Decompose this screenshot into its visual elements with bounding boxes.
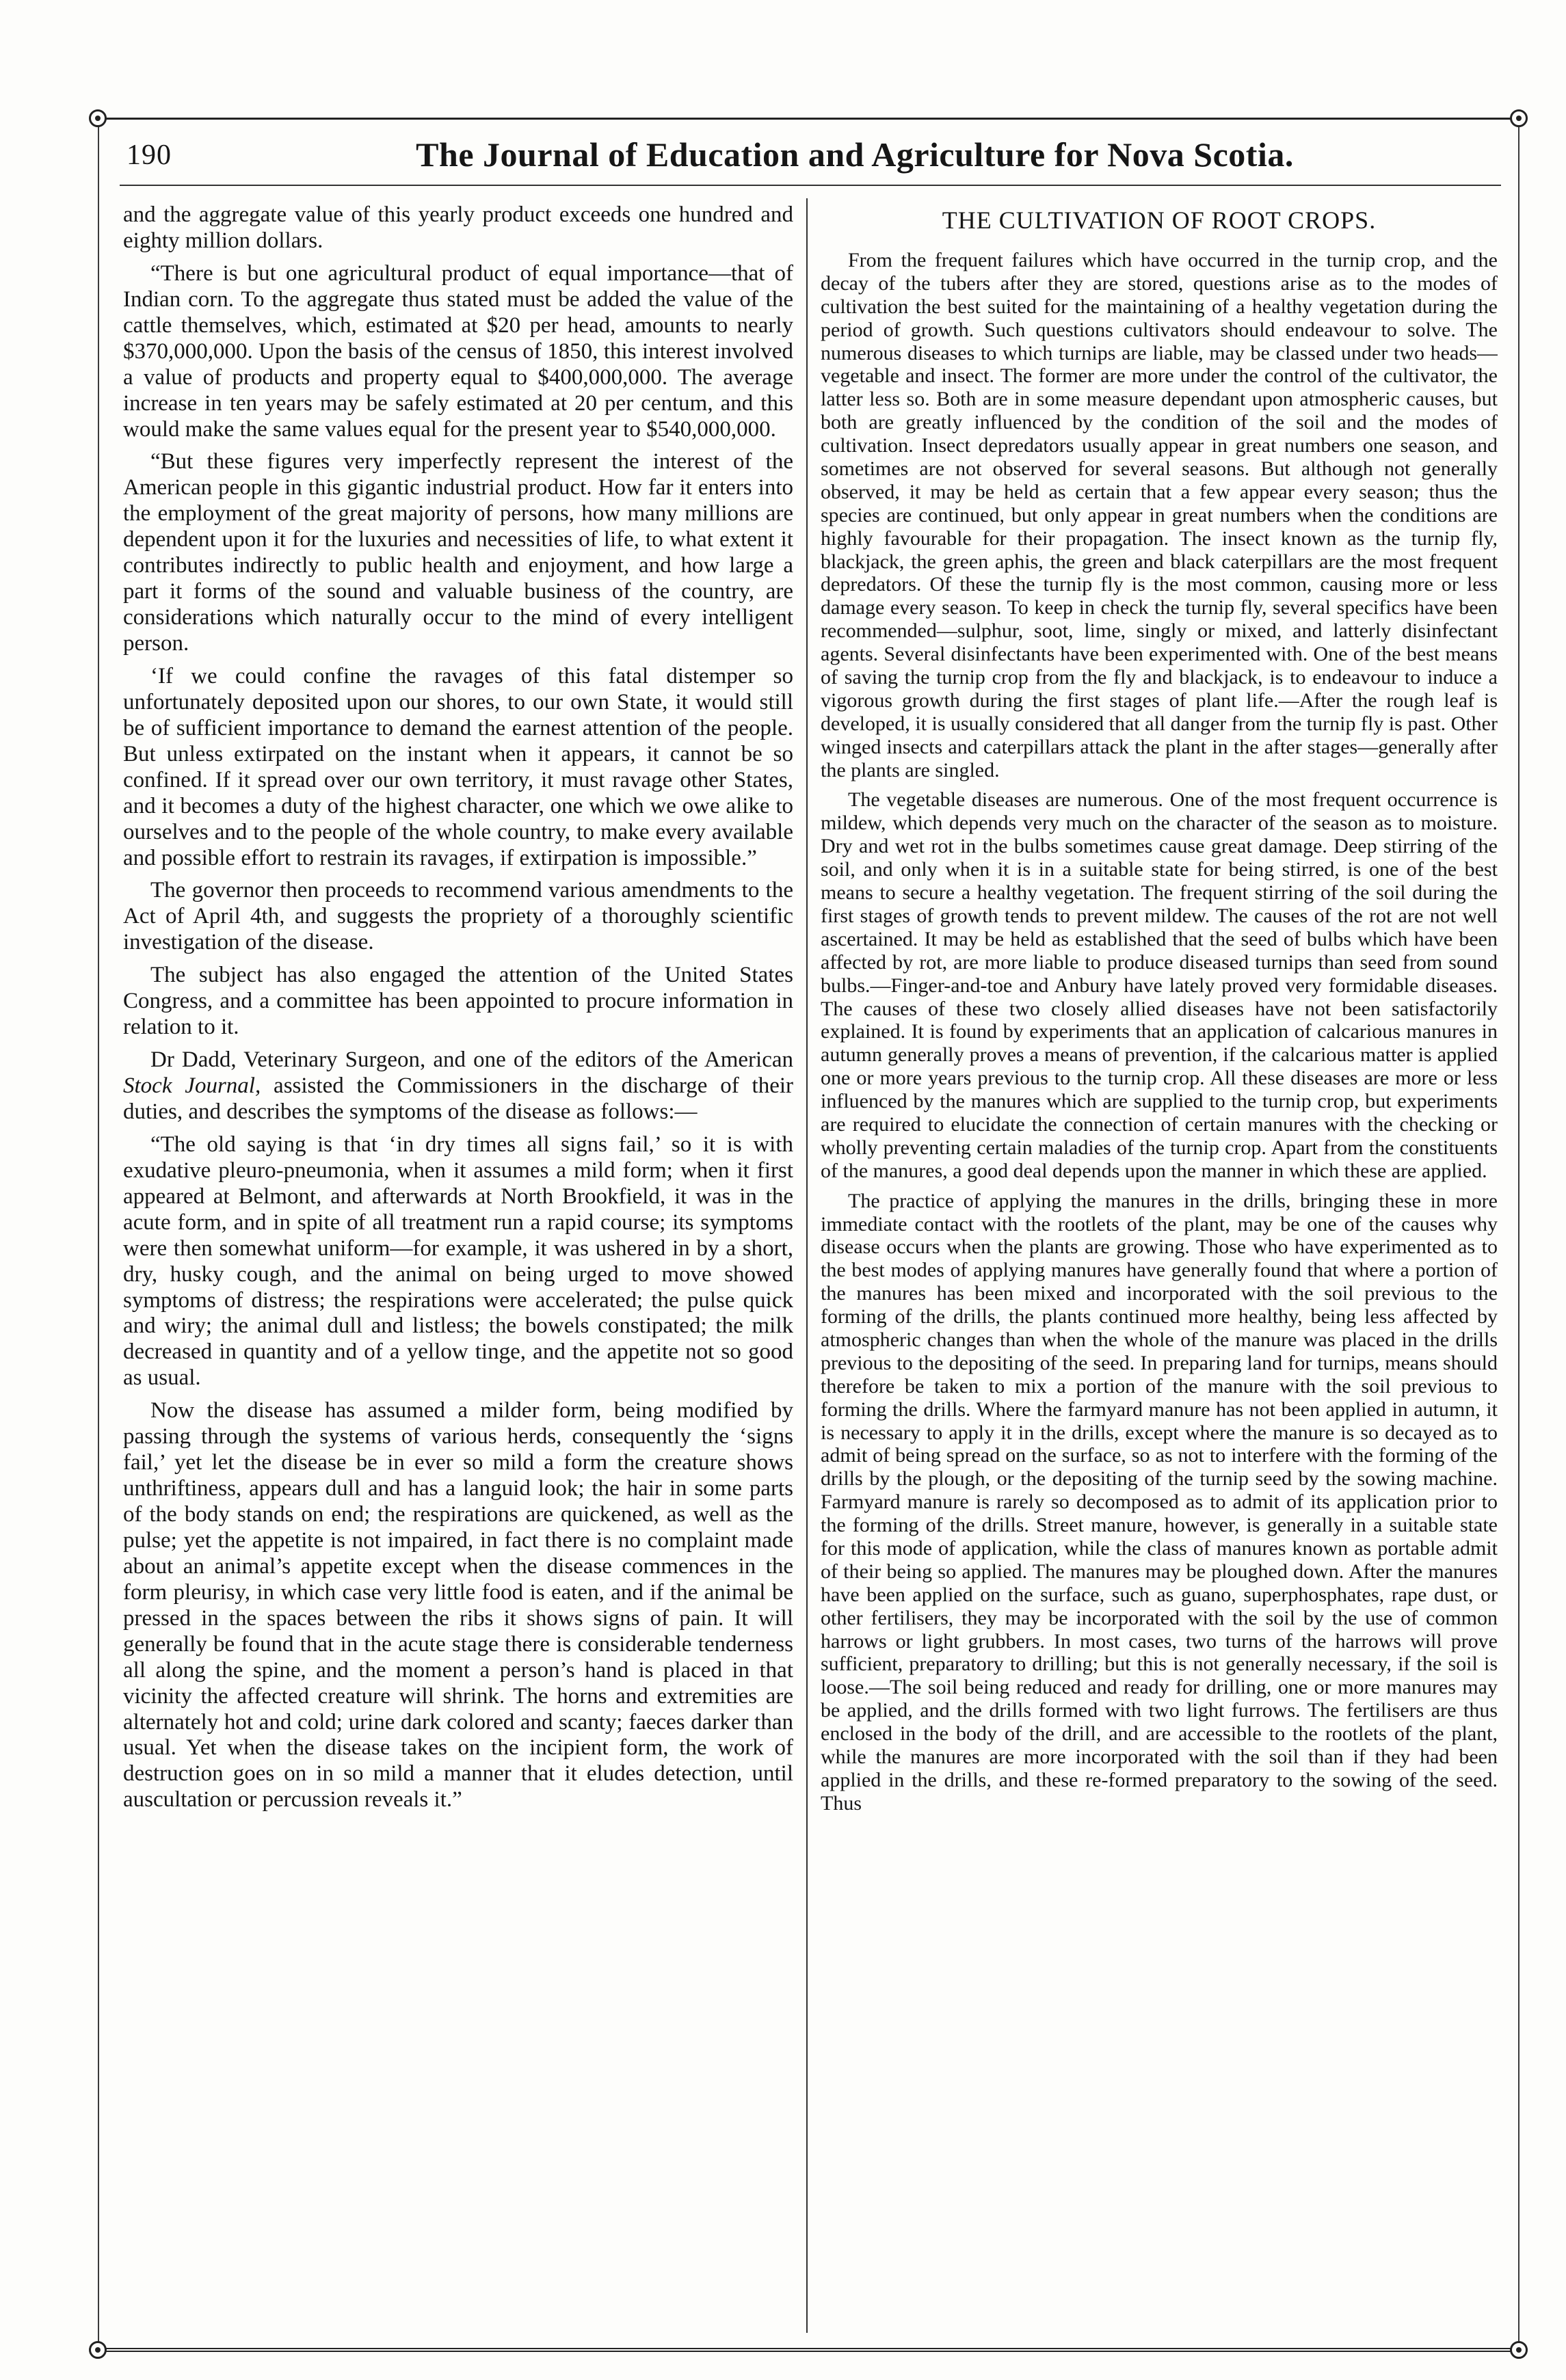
paragraph: and the aggregate value of this yearly product exceeds one hundred and eighty million dollars. xyxy=(123,202,793,253)
column-divider xyxy=(806,198,808,2333)
paragraph: Now the disease has assumed a milder form, being modified by passing through the systems of various herds, consequently the ‘signs fail,’ yet let the disease be in ever so mild a form the creature shows unthriftiness, appears dull and has a languid look; the hair in some parts of the body stands on end; the respirations are quickened, as well as the pulse; yet the appetite is not impaired, in fact there is no complaint made about an animal’s appetite except when the disease commences in the form pleurisy, in which case very little food is eaten, and if the animal be pressed in the spaces between the ribs it shows signs of pain. It will generally be found that in the acute stage there is considerable tenderness all along the spine, and the moment a person’s hand is placed in that vicinity the affected creature will shrink. The horns and extremities are alternately hot and cold; urine dark colored and scanty; faeces darker than usual. Yet when the disease takes on the incipient form, the work of destruction goes on in so mild a manner that it eludes detection, until auscultation or percussion reveals it.” xyxy=(123,1398,793,1813)
paragraph: The governor then proceeds to recommend various amendments to the Act of April 4th, and suggests the propriety of a thoroughly scientific investigation of the disease. xyxy=(123,878,793,955)
paragraph: ‘If we could confine the ravages of this fatal distemper so unfortunately deposited upon our shores, to our own State, it would still be of sufficient importance to demand the earnest attention of the people. But unless extirpated on the instant when it appears, it cannot be so confined. If it spread over our own territory, it must ravage other States, and it becomes a duty of the highest character, one which we owe alike to ourselves and to the people of the whole country, to make every available and possible effort to restrain its ravages, if extirpation is impossible.” xyxy=(123,663,793,870)
journal-name-italic: Stock Journal, xyxy=(123,1073,261,1098)
paragraph: From the frequent failures which have occurred in the turnip crop, and the decay of the tubers after they are stored, questions arise as to the modes of cultivation the best suited for the maintaining of a healthy vegetation during the period of growth. Such questions cultivators should endeavour to solve. The numerous diseases to which turnips are liable, may be classed under two heads—vegetable and insect. The former are more under the control of the cultivator, the latter less so. Both are in some measure dependant upon atmospheric causes, but both are greatly influenced by the condition of the soil and the modes of cultivation. Insect depredators usually appear in great numbers one season, and sometimes are not observed for several seasons. But although not generally observed, it may be held as certain that a few appear every season; thus the species are continued, but only appear in great numbers when the conditions are highly favourable for their propagation. The insect known as the turnip fly, blackjack, the green aphis, the green and black caterpillars are the most frequent depredators. Of these the turnip fly is the most common, causing more or less damage every season. To keep in check the turnip fly, several specifics have been recommended—sulphur, soot, lime, singly or mixed, and latterly disinfectant agents. Several disinfectants have been experimented with. One of the best means of saving the turnip crop from the fly and blackjack, is to endeavour to induce a vigorous growth during the first stages of plant life.—After the rough leaf is developed, it is usually considered that all danger from the turnip fly is past. Other winged insects and caterpillars attack the plant in the after stages—generally after the plants are singled. xyxy=(821,249,1498,781)
paragraph: The practice of applying the manures in the drills, bringing these in more immediate contact with the rootlets of the plant, may be one of the causes why disease occurs when the plants are growing. Those who have experimented as to the best modes of applying manures have generally found that where a portion of the manures has been mixed and incorporated with the soil previous to the forming of the drills, the plants continued more healthy, being less affected by atmospheric changes than when the whole of the manure was placed in the drills previous to the depositing of the seed. In preparing land for turnips, means should therefore be taken to mix a portion of the manure with the soil previous to forming the drills. Where the farmyard manure has not been applied in autumn, it is necessary to apply it in the drills, except where the manure is so decayed as to admit of being spread on the surface, so as not to interfere with the forming of the drills by the plough, or the depositing of the turnip seed by the sowing machine. Farmyard manure is rarely so decomposed as to admit of its application prior to the forming of the drills. Street manure, however, is generally in a suitable state for this mode of application, while the class of manures known as portable admit of their being so applied. The manures may be ploughed down. After the manures have been applied on the surface, such as guano, superphosphates, rape dust, or other fertilisers, they may be incorporated with the soil by the use of common harrows or light grubbers. In most cases, two turns of the harrows will prove sufficient, preparatory to drilling; but this is not generally necessary, if the soil is loose.—The soil being reduced and ready for drilling, one or more manures may be applied, and the drills formed with two light furrows. The fertilisers are thus enclosed in the body of the drill, and are accessible to the rootlets of the plant, while the manures are more incorporated with the soil than if they had been applied in the drills, and these re-formed preparatory to the sowing of the seed. Thus xyxy=(821,1189,1498,1815)
left-column xyxy=(123,202,793,2329)
paragraph: The vegetable diseases are numerous. One of the most frequent occurrence is mildew, which depends very much on the character of the season as to moisture. Dry and wet rot in the bulbs sometimes cause great damage. Deep stirring of the soil, and only when it is in a suitable state for being stirred, is one of the best means to secure a healthy vegetation. The frequent stirring of the soil during the first stages of growth tends to prevent mildew. The causes of the rot are not well ascertained. It may be held as established that the seed of bulbs which have been affected by rot, are more liable to produce diseased turnips than seed from sound bulbs.—Finger-and-toe and Anbury have lately proved very formidable diseases. The causes of these two closely allied diseases have not been satisfactorily explained. It is found by experiments that an application of calcarious manures in autumn generally proves a means of prevention, if the calcarious matter is applied one or more years previous to the turnip crop. All these diseases are more or less influenced by the manures which are supplied to the turnip crop, but experiments are required to elucidate the connection of certain manures with the checking or wholly preventing certain maladies of the turnip crop. Apart from the constituents of the manures, a good deal depends upon the manner in which these are applied. xyxy=(821,788,1498,1182)
paragraph: “But these figures very imperfectly represent the interest of the American people in this gigantic industrial product. How far it enters into the employment of the great majority of persons, how many millions are dependent upon it for the luxuries and necessities of life, to what extent it contributes indirectly to public health and enjoyment, and how large a part it forms of the sound and valuable business of the country, are considerations which naturally occur to the mind of every intelligent person. xyxy=(123,449,793,656)
corner-ornament-icon xyxy=(89,2341,107,2359)
page-number: 190 xyxy=(127,139,172,171)
corner-ornament-icon xyxy=(89,109,107,127)
journal-title: The Journal of Education and Agriculture for Nova Scotia. xyxy=(416,135,1294,174)
paragraph-text: assisted the Commissioners in the discharge of their duties, and describes the symptoms of the disease as follows:— xyxy=(123,1073,793,1124)
paragraph: “There is but one agricultural product of equal importance—that of Indian corn. To the aggregate thus stated must be added the value of the cattle themselves, which, estimated at $20 per head, amounts to nearly $370,000,000. Upon the basis of the census of 1850, this interest involved a value of products and property equal to $400,000,000. The average increase in ten years may be safely estimated at 20 per centum, and this would make the same values equal for the present year to $540,000,000. xyxy=(123,260,793,442)
corner-ornament-icon xyxy=(1510,109,1528,127)
right-column xyxy=(821,202,1498,2329)
paragraph xyxy=(123,1047,793,1125)
article-heading: THE CULTIVATION OF ROOT CROPS. xyxy=(942,206,1377,234)
corner-ornament-icon xyxy=(1510,2341,1528,2359)
paragraph: “The old saying is that ‘in dry times all signs fail,’ so it is with exudative pleuro-pneumonia, when it assumes a mild form; when it first appeared at Belmont, and afterwards at North Brookfield, it was in the acute form, and in spite of all treatment run a rapid course; its symptoms were then somewhat uniform—for example, it was ushered in by a short, dry, husky cough, and the animal on being urged to move showed symptoms of distress; the respirations were accelerated; the pulse quick and wiry; the animal dull and listless; the bowels constipated; the milk decreased in quantity and of a yellow tinge, and the appetite not so good as usual. xyxy=(123,1132,793,1391)
header-rule xyxy=(120,185,1501,186)
paragraph: The subject has also engaged the attention of the United States Congress, and a committee has been appointed to procure information in relation to it. xyxy=(123,963,793,1040)
paragraph-text: Dr Dadd, Veterinary Surgeon, and one of the editors of the American xyxy=(150,1047,793,1073)
